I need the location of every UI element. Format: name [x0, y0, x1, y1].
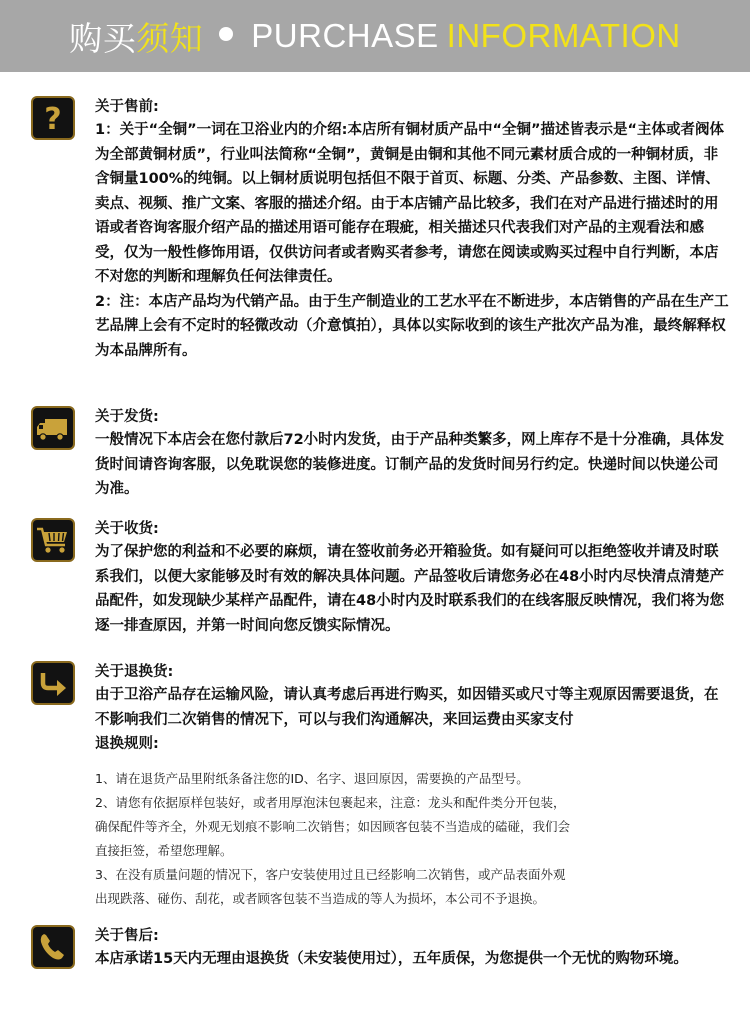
shopping-cart-icon: [31, 518, 75, 562]
delivery-truck-icon: [31, 406, 75, 450]
return-rule-line: 1、请在退货产品里附纸条备注您的ID、名字、退回原因，需要换的产品型号。: [95, 770, 529, 786]
header-title-cn-white: 购买: [69, 19, 137, 57]
return-rules-heading: 退换规则:: [95, 736, 159, 752]
return-rule-line: 直接拒签，希望您理解。: [95, 842, 233, 858]
section-title: 关于售后:: [95, 928, 159, 944]
return-rules-list: [95, 767, 731, 911]
header-banner: [0, 0, 750, 72]
svg-text:?: ?: [44, 102, 62, 137]
return-rule-line: 3、在没有质量问题的情况下，客户安装使用过且已经影响二次销售，或产品表面外观: [95, 866, 566, 882]
question-mark-icon: [31, 96, 75, 140]
section-paragraph: 2：注：本店产品均为代销产品。由于生产制造业的工艺水平在不断进步，本店销售的产品在生产工艺品牌上会有不定时的轻微改动（介意慎拍），具体以实际收到的该生产批次产品为准，最终解释权为本品牌所有。: [95, 293, 729, 359]
section-title: 关于发货:: [95, 409, 159, 425]
bullet-dot-icon: [219, 27, 233, 41]
return-rule-line: 2、请您有依据原样包装好，或者用厚泡沫包裹起来，注意：龙头和配件类分开包装，: [95, 794, 566, 810]
section-paragraph: 为了保护您的利益和不必要的麻烦，请在签收前务必开箱验货。如有疑问可以拒绝签收并请及时联系我们，以便大家能够及时有效的解决具体问题。产品签收后请您务必在48小时内尽快清点清楚产品配件，如发现缺少某样产品配件，请在48小时内及时联系我们的在线客服反映情况，我们将为您逐一排查原因，并第一时间向您反馈实际情况。: [95, 544, 725, 634]
header-title-en-white: PURCHASE: [251, 17, 439, 54]
header-title-en-yellow: INFORMATION: [446, 17, 681, 54]
phone-handset-icon: [31, 925, 75, 969]
header-title-cn-yellow: 须知: [136, 19, 204, 57]
section-title: 关于退换货:: [95, 664, 174, 680]
section-paragraph: 1：关于“全铜”一词在卫浴业内的介绍:本店所有铜材质产品中“全铜”描述皆表示是“主体或者阀体为全部黄铜材质”，行业叫法简称“全铜”，黄铜是由铜和其他不同元素材质合成的一种铜材质，非含铜量100%的纯铜。以上铜材质说明包括但不限于首页、标题、分类、产品参数、主图、详情、卖点、视频、推广文案、客服的描述介绍。由于本店铺产品比较多，我们在对产品进行描述时的用语或者咨询客服介绍产品的描述用语可能存在瑕疵，相关描述只代表我们对产品的主观看法和感受，仅为一般性修饰用语，仅供访问者或者购买者参考，请您在阅读或购买过程中自行判断，本店不对您的判断和理解负任何法律责任。: [95, 122, 725, 285]
return-rule-line: 确保配件等齐全，外观无划痕不影响二次销售；如因顾客包装不当造成的磕碰，我们会: [95, 818, 571, 834]
return-arrow-icon: [31, 661, 75, 705]
section-title: 关于售前:: [95, 99, 159, 115]
section-paragraph: 一般情况下本店会在您付款后72小时内发货，由于产品种类繁多，网上库存不是十分准确，具体发货时间请咨询客服，以免耽误您的装修进度。订制产品的发货时间另行约定。快递时间以快递公司为准。: [95, 432, 725, 497]
section-paragraph: 本店承诺15天内无理由退换货（未安装使用过），五年质保，为您提供一个无忧的购物环境。: [95, 951, 688, 967]
section-paragraph: 由于卫浴产品存在运输风险，请认真考虑后再进行购买，如因错买或尺寸等主观原因需要退货，在不影响我们二次销售的情况下，可以与我们沟通解决，来回运费由买家支付: [95, 687, 719, 728]
section-title: 关于收货:: [95, 521, 159, 537]
return-rule-line: 出现跌落、碰伤、刮花，或者顾客包装不当造成的等人为损坏，本公司不予退换。: [95, 890, 546, 906]
